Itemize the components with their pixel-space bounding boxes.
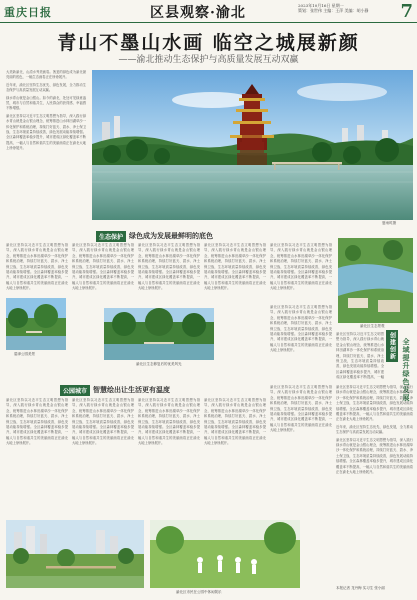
body-column: 渝北区坚持以习近平生态文明思想为指导，深入践行绿水青山就是金山银山理念，统筹推进山水林田湖草沙一体化保护和系统治理，持续打好蓝天、碧水、净土保卫战，生态环境质量持续改善，绿色发展动能持续增强。全区森林覆盖率稳步提升，城市建成区绿化覆盖率不断提高，一幅人与自然和谐共生的美丽画卷正在渝北大地上徐徐展开。 [204,243,266,291]
photo-city-park-image [6,520,144,588]
body-column: 渝北区坚持以习近平生态文明思想为指导，深入践行绿水青山就是金山银山理念，统筹推进山水林田湖草沙一体化保护和系统治理，持续打好蓝天、碧水、净土保卫战，生态环境质量持续改善，绿色发展动能持续增强。全区森林覆盖率稳步提升，城市建成区绿化覆盖率不断提高，一幅人与自然和谐共生的美丽画卷正在渝北大地上徐徐展开。 [270,305,332,353]
photo-residents [150,520,300,588]
sidebar-tag: 创建创新 [388,332,396,360]
photo-aerial-image [338,238,413,323]
photo-restoration [104,308,214,360]
photo-restoration-image [104,308,214,360]
section-title: 区县观察·渝北 [150,5,246,21]
photo-park [6,298,66,350]
intro-column [6,70,86,225]
photo-restoration-caption: 渝北区生态修复后的优美风光 [136,362,182,366]
body-paragraph: 渝北区坚持以习近平生态文明思想为指导，深入践行绿水青山就是金山银山理念，统筹推进山水林田湖草沙一体化保护和系统治理，持续打好蓝天、碧水、净土保卫战，生态环境质量持续改善，绿色发展动能持续增强。全区森林覆盖率稳步提升，城市建成区绿化覆盖率不断提高，一幅人与自然和谐共生的美丽画卷正在渝北大地上徐徐展开。 [336,385,413,422]
body-column: 渝北区坚持以习近平生态文明思想为指导，深入践行绿水青山就是金山银山理念，统筹推进山水林田湖草沙一体化保护和系统治理，持续打好蓝天、碧水、净土保卫战，生态环境质量持续改善，绿色发展动能持续增强。全区森林覆盖率稳步提升，城市建成区绿化覆盖率不断提高，一幅人与自然和谐共生的美丽画卷正在渝北大地上徐徐展开。 [138,243,200,291]
intro-paragraph: 绿水青山就是金山银山。如今的渝北，处处可见绿意盎然，城市与自然和谐共生，人民群众的获得感、幸福感不断增强。 [6,95,86,111]
photo-park-image [6,298,66,350]
section-tag: 生态保护 [96,231,126,242]
photo-residents-image [150,520,300,588]
intro-paragraph: 近年来，渝北区坚持生态优先、绿色发展，全力推动生态保护与高质量发展互动双赢。 [6,82,86,93]
section-heading-ecology [96,231,213,241]
main-photo-caption: 夏雨时摄 [382,221,396,225]
body-column: 渝北区坚持以习近平生态文明思想为指导，深入践行绿水青山就是金山银山理念，统筹推进山水林田湖草沙一体化保护和系统治理，持续打好蓝天、碧水、净土保卫战，生态环境质量持续改善，绿色发展动能持续增强。全区森林覆盖率稳步提升，城市建成区绿化覆盖率不断提高，一幅人与自然和谐共生的美丽画卷正在渝北大地上徐徐展开。 [6,398,68,446]
body-column [336,385,413,575]
section-subtitle: 绿色成为发展最鲜明的底色 [129,231,214,240]
byline: 本报记者 龙丹梅 实习生 张小丽 [336,586,385,590]
section-subtitle: 智慧绘出让生活更有温度 [93,385,171,394]
intro-paragraph: 渝北区坚持以习近平生态文明思想为指导，深入践行绿水青山就是金山银山理念，统筹推进山水林田湖草沙一体化保护和系统治理，持续打好蓝天、碧水、净土保卫战，生态环境质量持续改善，绿色发展动能持续增强。全区森林覆盖率稳步提升，城市建成区绿化覆盖率不断提高，一幅人与自然和谐共生的美丽画卷正在渝北大地上徐徐展开。 [6,113,86,151]
body-column: 渝北区坚持以习近平生态文明思想为指导，深入践行绿水青山就是金山银山理念，统筹推进山水林田湖草沙一体化保护和系统治理，持续打好蓝天、碧水、净土保卫战，生态环境质量持续改善，绿色发展动能持续增强。全区森林覆盖率稳步提升，城市建成区绿化覆盖率不断提高，一幅人与自然和谐共生的美丽画卷正在渝北大地上徐徐展开。 [72,398,134,446]
body-column: 渝北区坚持以习近平生态文明思想为指导，深入践行绿水青山就是金山银山理念，统筹推进山水林田湖草沙一体化保护和系统治理，持续打好蓝天、碧水、净土保卫战，生态环境质量持续改善，绿色发展动能持续增强。全区森林覆盖率稳步提升，城市建成区绿化覆盖率不断提高，一幅人与自然和谐共生的美丽画卷正在渝北大地上徐徐展开。 [6,243,68,291]
main-photo-image [92,70,413,220]
header-editors: 策划：张世伟 主编：王萍 美编：胡小静 [298,8,369,13]
masthead: 重庆日报 [4,6,52,19]
body-column: 渝北区坚持以习近平生态文明思想为指导，深入践行绿水青山就是金山银山理念，统筹推进山水林田湖草沙一体化保护和系统治理，持续打好蓝天、碧水、净土保卫战，生态环境质量持续改善，绿色发展动能持续增强。全区森林覆盖率稳步提升，城市建成区绿化覆盖率不断提高，一幅 [336,332,384,380]
photo-aerial-caption: 渝北区生态景观 [360,324,385,328]
header-date: 2023年10月16日 星期一 [298,3,344,8]
main-photo [92,70,413,220]
body-paragraph: 近年来，渝北区坚持生态优先、绿色发展，全力推动生态保护与高质量发展互动双赢。 [336,424,413,435]
sidebar-tag-box [386,330,398,362]
body-column: 渝北区坚持以习近平生态文明思想为指导，深入践行绿水青山就是金山银山理念，统筹推进山水林田湖草沙一体化保护和系统治理，持续打好蓝天、碧水、净土保卫战，生态环境质量持续改善，绿色发展动能持续增强。全区森林覆盖率稳步提升，城市建成区绿化覆盖率不断提高，一幅人与自然和谐共生的美丽画卷正在渝北大地上徐徐展开。 [204,398,266,446]
intro-paragraph: 大美新渝北，山清水秀美画卷。葱茏的绿色成为渝北最亮丽的底色，一幅生态画卷正在徐徐展开。 [6,70,86,80]
page-header [0,0,417,23]
photo-park-caption: 碧津公园美景 [14,352,35,356]
section-tag: 公园城市 [60,385,90,396]
body-column: 渝北区坚持以习近平生态文明思想为指导，深入践行绿水青山就是金山银山理念，统筹推进山水林田湖草沙一体化保护和系统治理，持续打好蓝天、碧水、净土保卫战，生态环境质量持续改善，绿色发展动能持续增强。全区森林覆盖率稳步提升，城市建成区绿化覆盖率不断提高，一幅人与自然和谐共生的美丽画卷正在渝北大地上徐徐展开。 [270,385,332,433]
body-paragraph: 渝北区坚持以习近平生态文明思想为指导，深入践行绿水青山就是金山银山理念，统筹推进山水林田湖草沙一体化保护和系统治理，持续打好蓝天、碧水、净土保卫战，生态环境质量持续改善，绿色发展动能持续增强。全区森林覆盖率稳步提升，城市建成区绿化覆盖率不断提高，一幅人与自然和谐共生的美丽画卷正在渝北大地上徐徐展开。 [336,437,413,475]
subheadline: ——渝北推动生态保护与高质量发展互动双赢 [118,55,299,65]
body-column: 渝北区坚持以习近平生态文明思想为指导，深入践行绿水青山就是金山银山理念，统筹推进山水林田湖草沙一体化保护和系统治理，持续打好蓝天、碧水、净土保卫战，生态环境质量持续改善，绿色发展动能持续增强。全区森林覆盖率稳步提升，城市建成区绿化覆盖率不断提高，一幅人与自然和谐共生的美丽画卷正在渝北大地上徐徐展开。 [270,243,332,291]
body-column: 渝北区坚持以习近平生态文明思想为指导，深入践行绿水青山就是金山银山理念，统筹推进山水林田湖草沙一体化保护和系统治理，持续打好蓝天、碧水、净土保卫战，生态环境质量持续改善，绿色发展动能持续增强。全区森林覆盖率稳步提升，城市建成区绿化覆盖率不断提高，一幅人与自然和谐共生的美丽画卷正在渝北大地上徐徐展开。 [138,398,200,446]
sidebar-title: 全域提升绿色发展 [402,338,411,402]
photo-city-park [6,520,144,588]
photo-aerial [338,238,413,323]
photo-residents-caption: 渝北区市民在公园中休闲娱乐 [176,590,222,594]
body-column: 渝北区坚持以习近平生态文明思想为指导，深入践行绿水青山就是金山银山理念，统筹推进山水林田湖草沙一体化保护和系统治理，持续打好蓝天、碧水、净土保卫战，生态环境质量持续改善，绿色发展动能持续增强。全区森林覆盖率稳步提升，城市建成区绿化覆盖率不断提高，一幅人与自然和谐共生的美丽画卷正在渝北大地上徐徐展开。 [72,243,134,291]
header-meta [298,3,388,13]
headline: 青山不墨山水画 临空之城展新颜 [57,32,360,54]
section-heading-park-city [60,385,170,395]
page-number: 7 [400,1,413,22]
